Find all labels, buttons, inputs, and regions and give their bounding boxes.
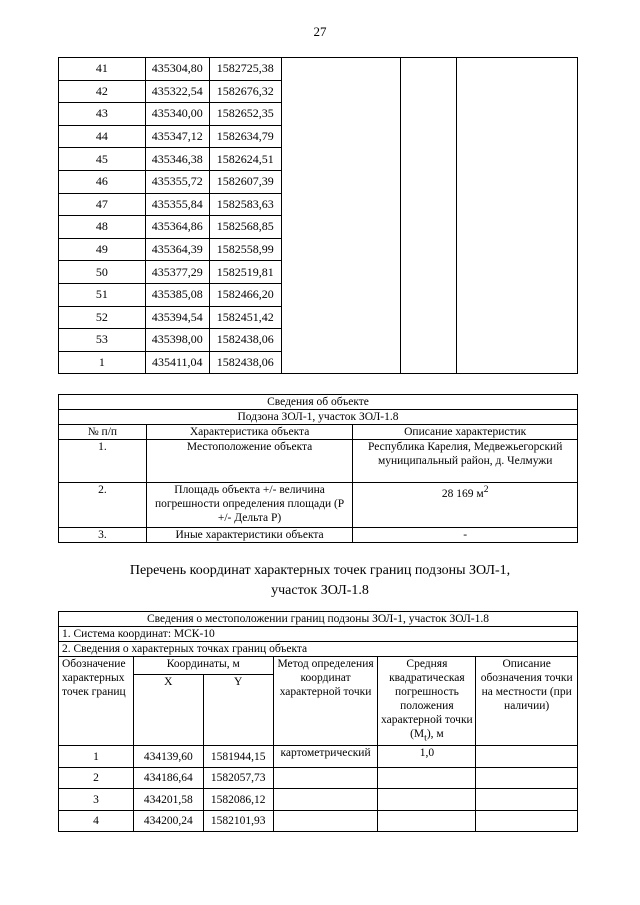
empty-cell xyxy=(401,329,457,352)
row-number: 2. xyxy=(59,483,147,528)
header-method: Метод определения координат характерной точки xyxy=(273,657,378,746)
method xyxy=(273,810,378,832)
table-row xyxy=(59,125,578,148)
empty-cell xyxy=(401,125,457,148)
table-row xyxy=(59,216,578,239)
empty-cell xyxy=(281,148,401,171)
point-number: 53 xyxy=(59,329,146,352)
table-row xyxy=(59,810,578,832)
coord-y: 1582624,51 xyxy=(209,148,281,171)
coord-y: 1582086,12 xyxy=(203,789,273,811)
section-heading-line1: Перечень координат характерных точек границ подзоны ЗОЛ-1, xyxy=(129,563,511,578)
area-value: 28 169 м xyxy=(441,487,484,500)
coord-y: 1582438,06 xyxy=(209,329,281,352)
header-coordinates: Координаты, м xyxy=(133,657,273,675)
table-row xyxy=(59,306,578,329)
empty-cell xyxy=(457,193,578,216)
empty-cell xyxy=(457,238,578,261)
header-number: № п/п xyxy=(59,425,147,440)
object-table-subtitle: Подзона ЗОЛ-1, участок ЗОЛ-1.8 xyxy=(59,410,578,425)
table-row xyxy=(59,238,578,261)
empty-cell xyxy=(401,238,457,261)
row-description: - xyxy=(353,528,578,543)
point-number: 50 xyxy=(59,261,146,284)
empty-cell xyxy=(281,306,401,329)
coord-x: 435394,54 xyxy=(145,306,209,329)
coord-y: 1582438,06 xyxy=(209,351,281,374)
empty-cell xyxy=(457,170,578,193)
coord-x: 435398,00 xyxy=(145,329,209,352)
coordinate-system: 1. Система координат: МСК-10 xyxy=(59,627,578,642)
description xyxy=(476,810,578,832)
object-table-title: Сведения об объекте xyxy=(59,395,578,410)
point-number: 51 xyxy=(59,283,146,306)
point-number: 41 xyxy=(59,58,146,81)
header-y: Y xyxy=(203,675,273,746)
error xyxy=(378,810,476,832)
coord-x: 435347,12 xyxy=(145,125,209,148)
empty-cell xyxy=(457,283,578,306)
coord-x: 435346,38 xyxy=(145,148,209,171)
coord-y: 1582634,79 xyxy=(209,125,281,148)
empty-cell xyxy=(401,148,457,171)
boundary-coordinates-table xyxy=(58,611,578,832)
header-point: Обозначение характерных точек границ xyxy=(59,657,134,746)
coord-y: 1582652,35 xyxy=(209,103,281,126)
empty-cell xyxy=(281,125,401,148)
empty-cell xyxy=(281,329,401,352)
coord-y: 1582466,20 xyxy=(209,283,281,306)
point-number: 3 xyxy=(59,789,134,811)
empty-cell xyxy=(457,329,578,352)
table-row xyxy=(59,148,578,171)
area-unit-exponent: 2 xyxy=(483,484,489,495)
point-number: 47 xyxy=(59,193,146,216)
empty-cell xyxy=(281,216,401,239)
point-number: 43 xyxy=(59,103,146,126)
empty-cell xyxy=(281,170,401,193)
method: картометрический xyxy=(273,746,378,768)
empty-cell xyxy=(401,170,457,193)
description xyxy=(476,746,578,768)
table-row xyxy=(59,351,578,374)
empty-cell xyxy=(281,58,401,81)
empty-cell xyxy=(401,193,457,216)
table-row xyxy=(59,789,578,811)
header-characteristic: Характеристика объекта xyxy=(146,425,353,440)
coord-y: 1582568,85 xyxy=(209,216,281,239)
point-number: 4 xyxy=(59,810,134,832)
coord-x: 434139,60 xyxy=(133,746,203,768)
table-row xyxy=(59,80,578,103)
error xyxy=(378,789,476,811)
coord-x: 435364,39 xyxy=(145,238,209,261)
points-section-title: 2. Сведения о характерных точках границ объекта xyxy=(59,642,578,657)
table-row xyxy=(59,103,578,126)
point-number: 49 xyxy=(59,238,146,261)
row-description xyxy=(353,483,578,528)
coord-x: 435355,84 xyxy=(145,193,209,216)
coord-x: 435304,80 xyxy=(145,58,209,81)
coord-y: 1582607,39 xyxy=(209,170,281,193)
header-description: Описание обозначения точки на местности (при наличии) xyxy=(476,657,578,746)
empty-cell xyxy=(281,103,401,126)
coord-y: 1582583,63 xyxy=(209,193,281,216)
row-number: 3. xyxy=(59,528,147,543)
row-characteristic: Иные характеристики объекта xyxy=(146,528,353,543)
header-description: Описание характеристик xyxy=(353,425,578,440)
point-number: 48 xyxy=(59,216,146,239)
method xyxy=(273,789,378,811)
empty-cell xyxy=(401,216,457,239)
row-number: 1. xyxy=(59,440,147,483)
table-row xyxy=(59,193,578,216)
coordinates-table-continued xyxy=(58,57,578,374)
description xyxy=(476,767,578,789)
page-number: 27 xyxy=(313,24,327,39)
empty-cell xyxy=(281,351,401,374)
coord-y: 1582725,38 xyxy=(209,58,281,81)
header-error xyxy=(378,657,476,746)
coord-y: 1582519,81 xyxy=(209,261,281,284)
point-number: 52 xyxy=(59,306,146,329)
empty-cell xyxy=(281,193,401,216)
point-number: 1 xyxy=(59,351,146,374)
coord-y: 1582057,73 xyxy=(203,767,273,789)
point-number: 1 xyxy=(59,746,134,768)
empty-cell xyxy=(457,103,578,126)
method xyxy=(273,767,378,789)
coord-y: 1581944,15 xyxy=(203,746,273,768)
empty-cell xyxy=(401,103,457,126)
empty-cell xyxy=(457,351,578,374)
table-row xyxy=(59,283,578,306)
point-number: 46 xyxy=(59,170,146,193)
section-heading xyxy=(0,561,640,601)
table-row xyxy=(59,261,578,284)
empty-cell xyxy=(457,261,578,284)
row-characteristic: Площадь объекта +/- величина погрешности определения площади (Р +/- Дельта Р) xyxy=(146,483,353,528)
empty-cell xyxy=(457,80,578,103)
description xyxy=(476,789,578,811)
table-row xyxy=(59,58,578,81)
empty-cell xyxy=(401,283,457,306)
error: 1,0 xyxy=(378,746,476,768)
coord-x: 435340,00 xyxy=(145,103,209,126)
empty-cell xyxy=(457,125,578,148)
point-number: 42 xyxy=(59,80,146,103)
empty-cell xyxy=(457,148,578,171)
empty-cell xyxy=(457,306,578,329)
coord-x: 434186,64 xyxy=(133,767,203,789)
object-info-table xyxy=(58,394,578,543)
empty-cell xyxy=(401,80,457,103)
table-row xyxy=(59,767,578,789)
table-row xyxy=(59,329,578,352)
coord-y: 1582101,93 xyxy=(203,810,273,832)
empty-cell xyxy=(281,283,401,306)
coord-x: 434200,24 xyxy=(133,810,203,832)
empty-cell xyxy=(457,216,578,239)
coord-x: 434201,58 xyxy=(133,789,203,811)
coord-x: 435385,08 xyxy=(145,283,209,306)
table-row xyxy=(59,170,578,193)
section-heading-line2: участок ЗОЛ-1.8 xyxy=(271,583,369,598)
point-number: 44 xyxy=(59,125,146,148)
empty-cell xyxy=(401,58,457,81)
coord-x: 435411,04 xyxy=(145,351,209,374)
empty-cell xyxy=(401,261,457,284)
header-error-text: Средняя квадратическая погрешность положения характерной точки (М xyxy=(381,658,473,740)
coord-y: 1582676,32 xyxy=(209,80,281,103)
row-description: Республика Карелия, Медвежьегорский муниципальный район, д. Челмужи xyxy=(353,440,578,483)
table-row xyxy=(59,746,578,768)
coord-x: 435364,86 xyxy=(145,216,209,239)
empty-cell xyxy=(457,58,578,81)
point-number: 2 xyxy=(59,767,134,789)
row-characteristic: Местоположение объекта xyxy=(146,440,353,483)
coord-x: 435355,72 xyxy=(145,170,209,193)
header-x: X xyxy=(133,675,203,746)
empty-cell xyxy=(281,238,401,261)
boundary-table-title: Сведения о местоположении границ подзоны ЗОЛ-1, участок ЗОЛ-1.8 xyxy=(59,612,578,627)
error xyxy=(378,767,476,789)
point-number: 45 xyxy=(59,148,146,171)
coord-x: 435322,54 xyxy=(145,80,209,103)
coord-y: 1582558,99 xyxy=(209,238,281,261)
header-error-tail: ), м xyxy=(426,728,444,740)
coord-y: 1582451,42 xyxy=(209,306,281,329)
header-error-subscript: t xyxy=(424,732,427,744)
empty-cell xyxy=(401,306,457,329)
empty-cell xyxy=(281,80,401,103)
empty-cell xyxy=(281,261,401,284)
empty-cell xyxy=(401,351,457,374)
coord-x: 435377,29 xyxy=(145,261,209,284)
